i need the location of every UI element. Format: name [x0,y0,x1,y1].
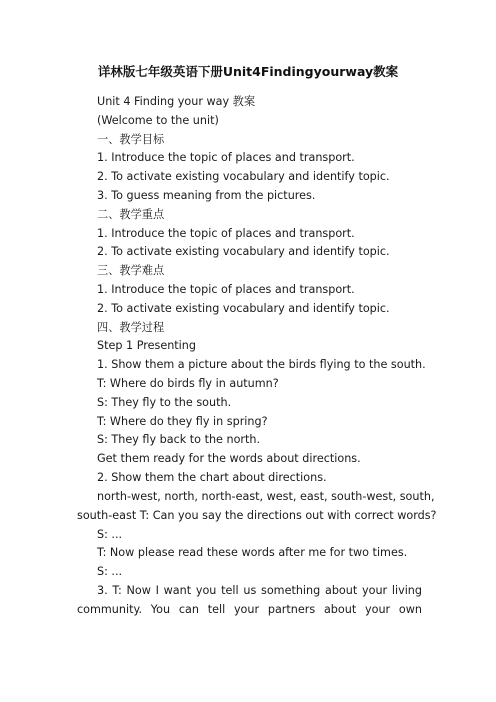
document-body [97,93,426,488]
section-heading-objectives: 一、教学目标 [97,132,165,146]
heading-unit: Unit 4 Finding your way 教案 [97,95,256,108]
section-heading-difficulties: 三、教学难点 [97,264,165,278]
key-point-item: 2. To activate existing vocabulary and identify topic. [97,245,390,259]
dialogue-line: T: Where do they fly in spring? [97,414,268,428]
paragraph-line: north-west, north, north-east, west, east, south-west, south, [97,490,435,503]
procedure-line: Get them ready for the words about directions. [97,452,361,466]
dialogue-line: T: Now please read these words after me for two times. [97,546,408,560]
difficulty-item: 2. To activate existing vocabulary and identify topic. [97,301,390,315]
directions-paragraph [77,488,437,526]
step-heading: Step 1 Presenting [97,339,196,353]
procedure-line: 2. Show them the chart about directions. [97,470,327,484]
section-heading-procedure: 四、教学过程 [97,320,165,334]
section-heading-key-points: 二、教学重点 [97,207,165,221]
paragraph-line: 3. T: Now I want you tell us something about your living [97,584,422,597]
objective-item: 3. To guess meaning from the pictures. [97,188,316,202]
dialogue-block [97,526,422,582]
community-paragraph [77,582,422,620]
objective-item: 2. To activate existing vocabulary and identify topic. [97,170,390,184]
difficulty-item: 1. Introduce the topic of places and transport. [97,282,355,296]
subheading-welcome: (Welcome to the unit) [97,113,219,127]
paragraph-line: community. You can tell your partners about your own [77,602,422,616]
document-title: 详林版七年级英语下册Unit4Findingyourway教案 [97,64,399,79]
key-point-item: 1. Introduce the topic of places and transport. [97,226,355,240]
paragraph-line: south-east T: Can you say the directions out with correct words? [77,508,437,522]
dialogue-line: S: They fly to the south. [97,395,232,409]
dialogue-line: S: ... [97,565,123,579]
dialogue-line: T: Where do birds fly in autumn? [97,376,279,390]
dialogue-line: S: They fly back to the north. [97,433,261,447]
dialogue-line: S: ... [97,527,123,541]
objective-item: 1. Introduce the topic of places and transport. [97,151,355,165]
procedure-line: 1. Show them a picture about the birds flying to the south. [97,358,426,372]
